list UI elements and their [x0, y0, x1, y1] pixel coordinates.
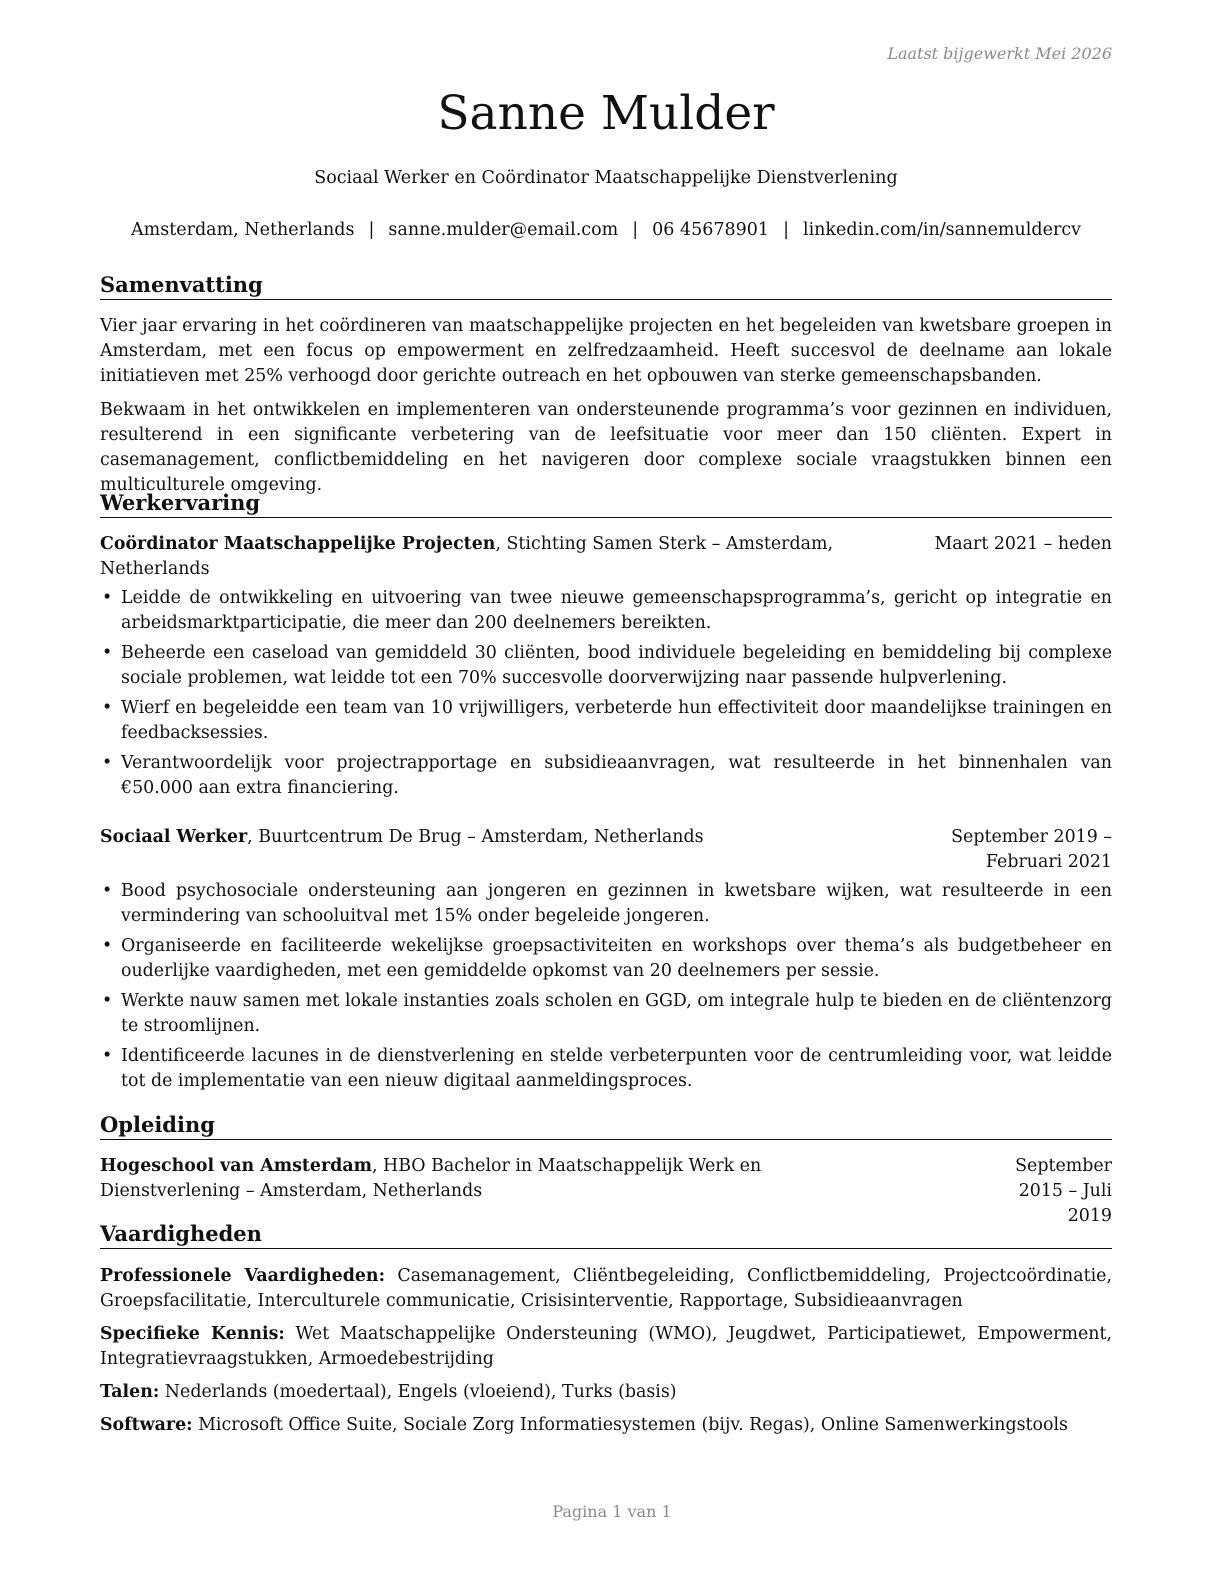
skill-value: Wet Maatschappelijke Ondersteuning (WMO), Jeugdwet, Participatiewet, Empowerment, Integratievraagstukken, Armoedebestrijding — [100, 1324, 1112, 1369]
skill-value: Microsoft Office Suite, Sociale Zorg Informatiesystemen (bijv. Regas), Online Samenwerkingstools — [192, 1415, 1068, 1435]
summary-paragraph: Vier jaar ervaring in het coördineren van maatschappelijke projecten en het begeleiden van kwetsbare groepen in Amsterdam, met een focus op empowerment en zelfredzaamheid. Heeft succesvol de deelname aan lokale initiatieven met 25% verhoogd door gerichte outreach en het opbouwen van sterke gemeenschapsbanden. — [100, 316, 1112, 386]
contact-email[interactable]: sanne.mulder@email.com — [388, 220, 619, 240]
job-organization: , Stichting Samen Sterk – Amsterdam, Netherlands — [100, 534, 833, 579]
list-item: • Beheerde een caseload van gemiddeld 30 cliënten, bood individuele begeleiding en bemiddeling bij complexe sociale problemen, wat leidde tot een 70% succesvolle doorverwijzing naar passende hulpverlening. — [100, 641, 1112, 691]
list-item: • Organiseerde en faciliteerde wekelijkse groepsactiviteiten en workshops over thema’s als budgetbeheer en ouderlijke vaardigheden, met een gemiddelde opkomst van 20 deelnemers per sessie. — [100, 934, 1112, 984]
contact-location: Amsterdam, Netherlands — [130, 220, 355, 240]
list-item: • Leidde de ontwikkeling en uitvoering van twee nieuwe gemeenschapsprogramma’s, gericht op integratie en arbeidsmarktparticipatie, die meer dan 200 deelnemers bereikten. — [100, 586, 1112, 636]
job-role: Coördinator Maatschappelijke Projecten — [100, 534, 496, 554]
list-item: • Identificeerde lacunes in de dienstverlening en stelde verbeterpunten voor de centrumleiding voor, wat leidde tot de implementatie van een nieuw digitaal aanmeldingsproces. — [100, 1044, 1112, 1094]
list-item: • Wierf en begeleidde een team van 10 vrijwilligers, verbeterde hun effectiviteit door maandelijkse trainingen en feedbacksessies. — [100, 696, 1112, 746]
last-updated: Laatst bijgewerkt Mei 2026 — [887, 44, 1112, 63]
skill-row — [100, 1380, 1112, 1405]
skill-value: Nederlands (moedertaal), Engels (vloeiend), Turks (basis) — [159, 1382, 677, 1402]
list-item: • Werkte nauw samen met lokale instanties zoals scholen en GGD, om integrale hulp te bieden en de cliëntenzorg te stroomlijnen. — [100, 989, 1112, 1039]
job-dates: Maart 2021 – heden — [934, 534, 1112, 554]
job-role: Sociaal Werker — [100, 827, 248, 847]
page-number: Pagina 1 van 1 — [552, 1502, 672, 1521]
person-name: Sanne Mulder — [437, 86, 775, 141]
education-header — [100, 1154, 1112, 1226]
job-title: Sociaal Werker en Coördinator Maatschappelijke Dienstverlening — [314, 168, 898, 188]
skill-label: Software: — [100, 1415, 193, 1435]
job-organization: , Buurtcentrum De Brug – Amsterdam, Netherlands — [247, 827, 704, 847]
summary-section — [100, 314, 1112, 507]
skill-row — [100, 1413, 1112, 1438]
section-title-skills: Vaardigheden — [100, 1221, 1112, 1249]
skill-label: Specifieke Kennis: — [100, 1324, 285, 1344]
contact-separator: | — [368, 220, 375, 240]
skills-section — [100, 1264, 1112, 1446]
skill-value: Casemanagement, Cliëntbegeleiding, Conflictbemiddeling, Projectcoördinatie, Groepsfacilitatie, Interculturele communicatie, Crisisinterventie, Rapportage, Subsidieaanvragen — [100, 1266, 1112, 1311]
contact-separator: | — [632, 220, 639, 240]
contact-linkedin[interactable]: linkedin.com/in/sannemuldercv — [802, 220, 1082, 240]
education-entry — [100, 1154, 1112, 1226]
skill-label: Professionele Vaardigheden: — [100, 1266, 385, 1286]
job-bullets — [100, 879, 1112, 1094]
skill-label: Talen: — [100, 1382, 160, 1402]
list-item: • Verantwoordelijk voor projectrapportage en subsidieaanvragen, wat resulteerde in het binnenhalen van €50.000 aan extra financiering. — [100, 751, 1112, 801]
section-title-education: Opleiding — [100, 1112, 1112, 1140]
education-details: , HBO Bachelor in Maatschappelijk Werk en Dienstverlening – Amsterdam, Netherlands — [100, 1156, 762, 1201]
skill-row — [100, 1322, 1112, 1372]
summary-paragraph: Bekwaam in het ontwikkelen en implementeren van ondersteunende programma’s voor gezinnen en individuen, resulterend in een significante verbetering van de leefsituatie voor meer dan 150 cliënten. Expert in casemanagement, conflictbemiddeling en het navigeren door complexe sociale vraagstukken binnen een multiculturele omgeving. — [100, 400, 1112, 495]
job-dates: September 2019 – Februari 2021 — [951, 827, 1112, 872]
section-title-summary: Samenvatting — [100, 272, 1112, 300]
skill-row — [100, 1264, 1112, 1314]
list-item: • Bood psychosociale ondersteuning aan jongeren en gezinnen in kwetsbare wijken, wat resulteerde in een vermindering van schooluitval met 15% onder begeleide jongeren. — [100, 879, 1112, 929]
education-school: Hogeschool van Amsterdam — [100, 1156, 372, 1176]
job-bullets — [100, 586, 1112, 801]
section-title-experience: Werkervaring — [100, 490, 1112, 518]
contact-phone: 06 45678901 — [652, 220, 770, 240]
job-entry — [100, 532, 1112, 806]
education-dates: September 2015 – Juli 2019 — [1015, 1156, 1112, 1226]
contact-line — [100, 220, 1112, 240]
job-header — [100, 825, 1112, 875]
contact-separator: | — [783, 220, 789, 240]
job-entry — [100, 825, 1112, 1099]
job-header — [100, 532, 1112, 582]
